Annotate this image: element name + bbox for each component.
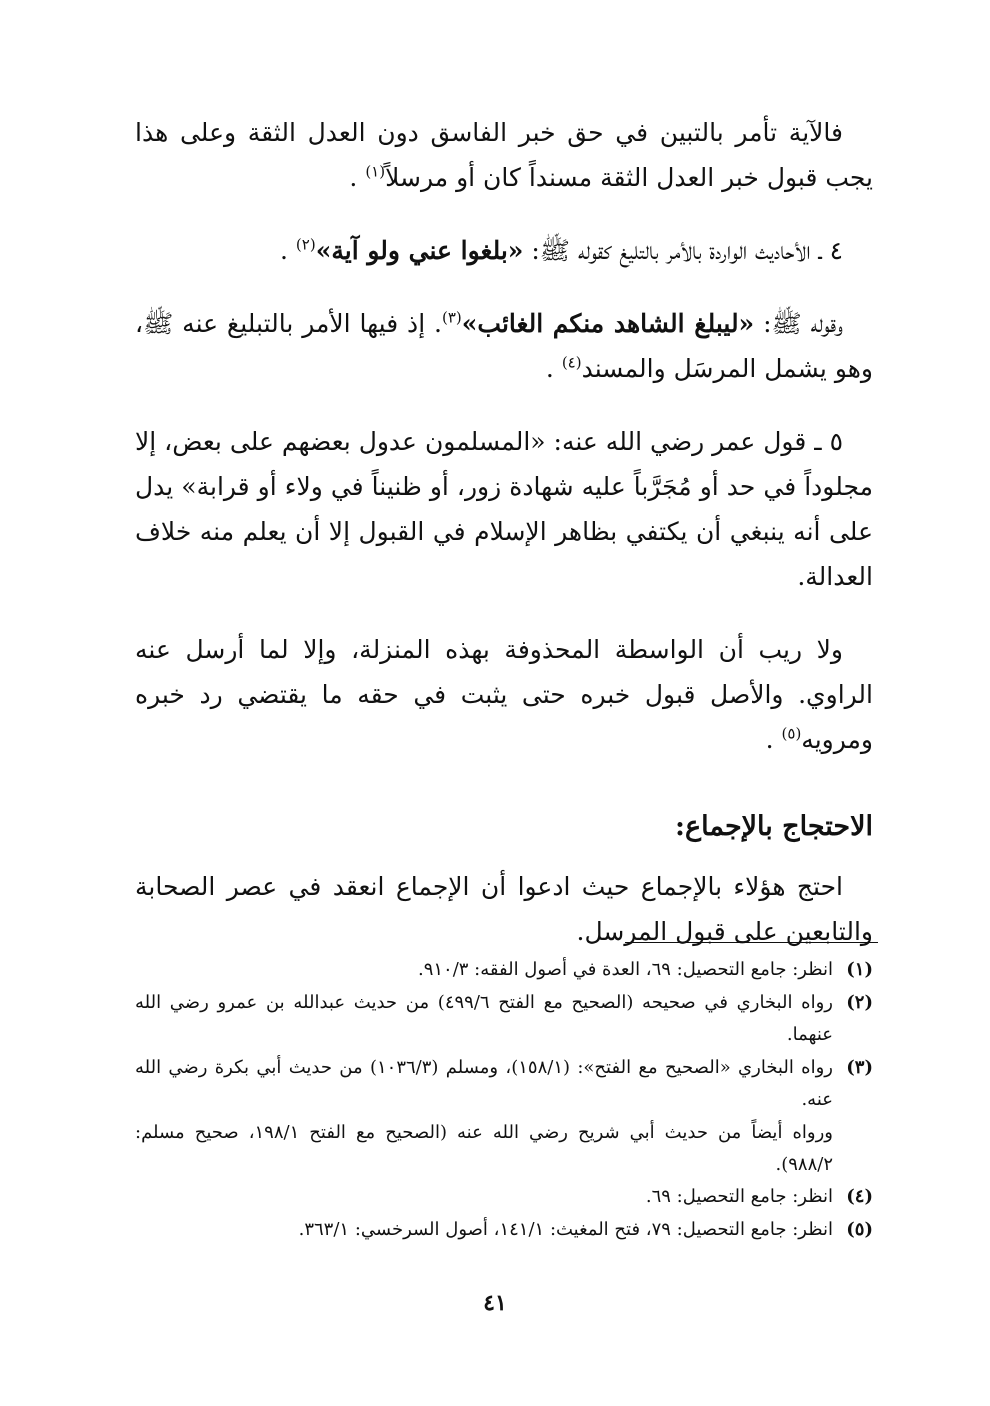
footnote-text: رواه البخاري في صحيحه (الصحيح مع الفتح ٤٩٩/٦) من حديث عبدالله بن عمرو رضي الله عنهما. xyxy=(135,992,833,1045)
footnote-divider xyxy=(625,942,878,943)
footnote-number: (٣) xyxy=(846,1057,873,1078)
hadith-quote: «بلغوا عني ولو آية» xyxy=(315,236,524,265)
footnote-text: انظر: جامع التحصيل: ٧٩، فتح المغيث: ١٤١/١، أصول السرخسي: ٣٦٣/١. xyxy=(298,1219,833,1240)
section-heading: الاحتجاج بالإجماع: xyxy=(675,811,873,842)
footnote-text: انظر: جامع التحصيل: ٦٩. xyxy=(645,1186,833,1207)
footnote-4 xyxy=(135,1181,873,1213)
hadith-quote: «ليبلغ الشاهد منكم الغائب» xyxy=(461,309,755,338)
footnote-number: (٥) xyxy=(846,1219,873,1240)
paragraph-3: وقوله ﷺ: «ليبلغ الشاهد منكم الغائب»$^{(٣)}$. إذ فيها الأمر بالتبليغ عنه ﷺ، وهو يشمل المرسَل والمسند$^{(٤)}$ . xyxy=(135,308,873,383)
footnotes xyxy=(135,954,873,1247)
footnote-number: (٢) xyxy=(846,992,873,1013)
paragraph-1: فالآية تأمر بالتبين في حق خبر الفاسق دون العدل الثقة وعلى هذا يجب قبول خبر العدل الثقة مسنداً كان أو مرسلاً$^{(١)}$ . xyxy=(135,118,873,192)
paragraph-6: احتج هؤلاء بالإجماع حيث ادعوا أن الإجماع انعقد في عصر الصحابة والتابعين على قبول المرسل. xyxy=(135,872,873,946)
footnote-2 xyxy=(135,987,873,1051)
footnote-text: رواه البخاري «الصحيح مع الفتح»: (١٥٨/١)، ومسلم (١٠٣٦/٣) من حديث أبي بكرة رضي الله عنه. xyxy=(135,1057,833,1110)
footnote-ref-3[interactable]: (٣) xyxy=(441,308,462,327)
footnote-ref-5[interactable]: (٥) xyxy=(781,724,802,743)
page-number: ٤١ xyxy=(483,1290,507,1316)
footnote-number: (٤) xyxy=(846,1186,873,1207)
footnote-3 xyxy=(135,1052,873,1116)
footnote-1 xyxy=(135,954,873,986)
main-text xyxy=(135,110,873,982)
paragraph-2: ٤ ـ الأحاديث الواردة بالأمر بالتليغ كقوله ﷺ: «بلغوا عني ولو آية»$^{(٢)}$ . xyxy=(280,235,843,265)
paragraph-4: ٥ ـ قول عمر رضي الله عنه: «المسلمون عدول بعضهم على بعض، إلا مجلوداً في حد أو مُجَرَّباً عليه شهادة زور، أو ظنيناً في ولاء أو قرابة» يدل على أنه ينبغي أن يكتفي بظاهر الإسلام في القبول إلا أن يعلم منه خلاف العدالة. xyxy=(135,427,873,591)
footnote-text: انظر: جامع التحصيل: ٦٩، العدة في أصول الفقه: ٩١٠/٣. xyxy=(417,959,833,980)
footnote-number: (١) xyxy=(846,959,873,980)
footnote-ref-4[interactable]: (٤) xyxy=(561,353,582,372)
footnote-5 xyxy=(135,1214,873,1246)
footnote-ref-1[interactable]: (١) xyxy=(365,162,386,181)
footnote-3-continuation: ورواه أيضاً من حديث أبي شريح رضي الله عنه (الصحيح مع الفتح ١٩٨/١، صحيح مسلم: ٩٨٨/٢). xyxy=(135,1122,833,1175)
paragraph-5: ولا ريب أن الواسطة المحذوفة بهذه المنزلة، وإلا لما أرسل عنه الراوي. والأصل قبول خبره حتى يثبت في حقه ما يقتضي رد خبره ومرويه$^{(٥)}$ . xyxy=(135,635,873,754)
footnote-ref-2[interactable]: (٢) xyxy=(295,235,316,254)
